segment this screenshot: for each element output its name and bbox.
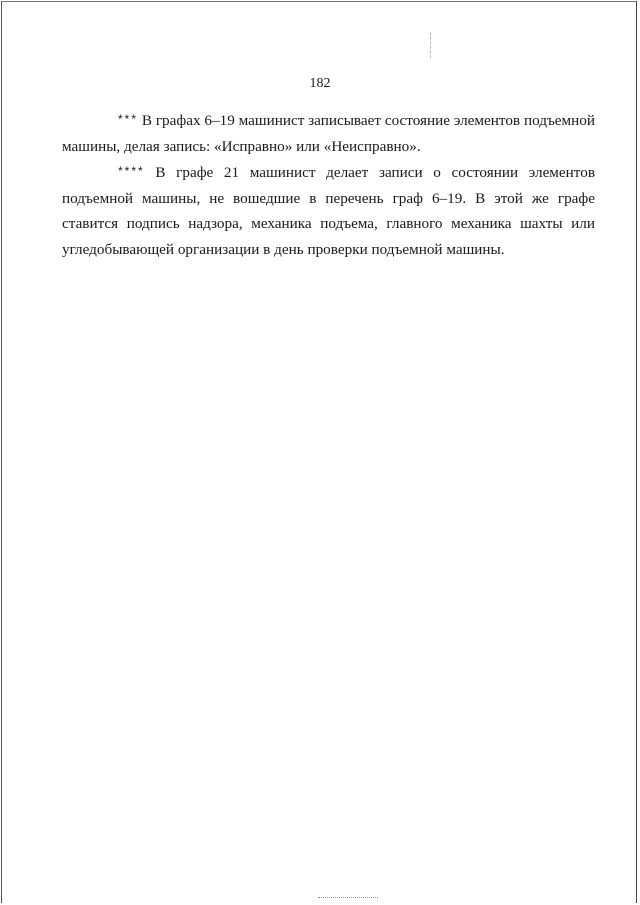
- footnote-marker: ***: [118, 112, 139, 126]
- footnote-text: В графе 21 машинист делает записи о состоянии элементов подъемной машины, не вошедшие в перечень граф 6–19. В этой же графе ставится подпись надзора, механика подъема, главного механика шахты или угледобывающей организации в день проверки подъемной машины.: [62, 164, 595, 258]
- footnotes-block: [62, 107, 595, 262]
- footnote-item: [62, 159, 595, 262]
- scan-artifact-bottom-mark: [318, 897, 378, 898]
- footnote-text: В графах 6–19 машинист записывает состояние элементов подъемной машины, делая запись: «Исправно» или «Неисправно».: [62, 112, 596, 155]
- scan-artifact-mark: [430, 32, 432, 58]
- page-number: 182: [309, 76, 331, 91]
- footnote-item: [62, 107, 595, 159]
- footnote-marker: ****: [118, 164, 145, 178]
